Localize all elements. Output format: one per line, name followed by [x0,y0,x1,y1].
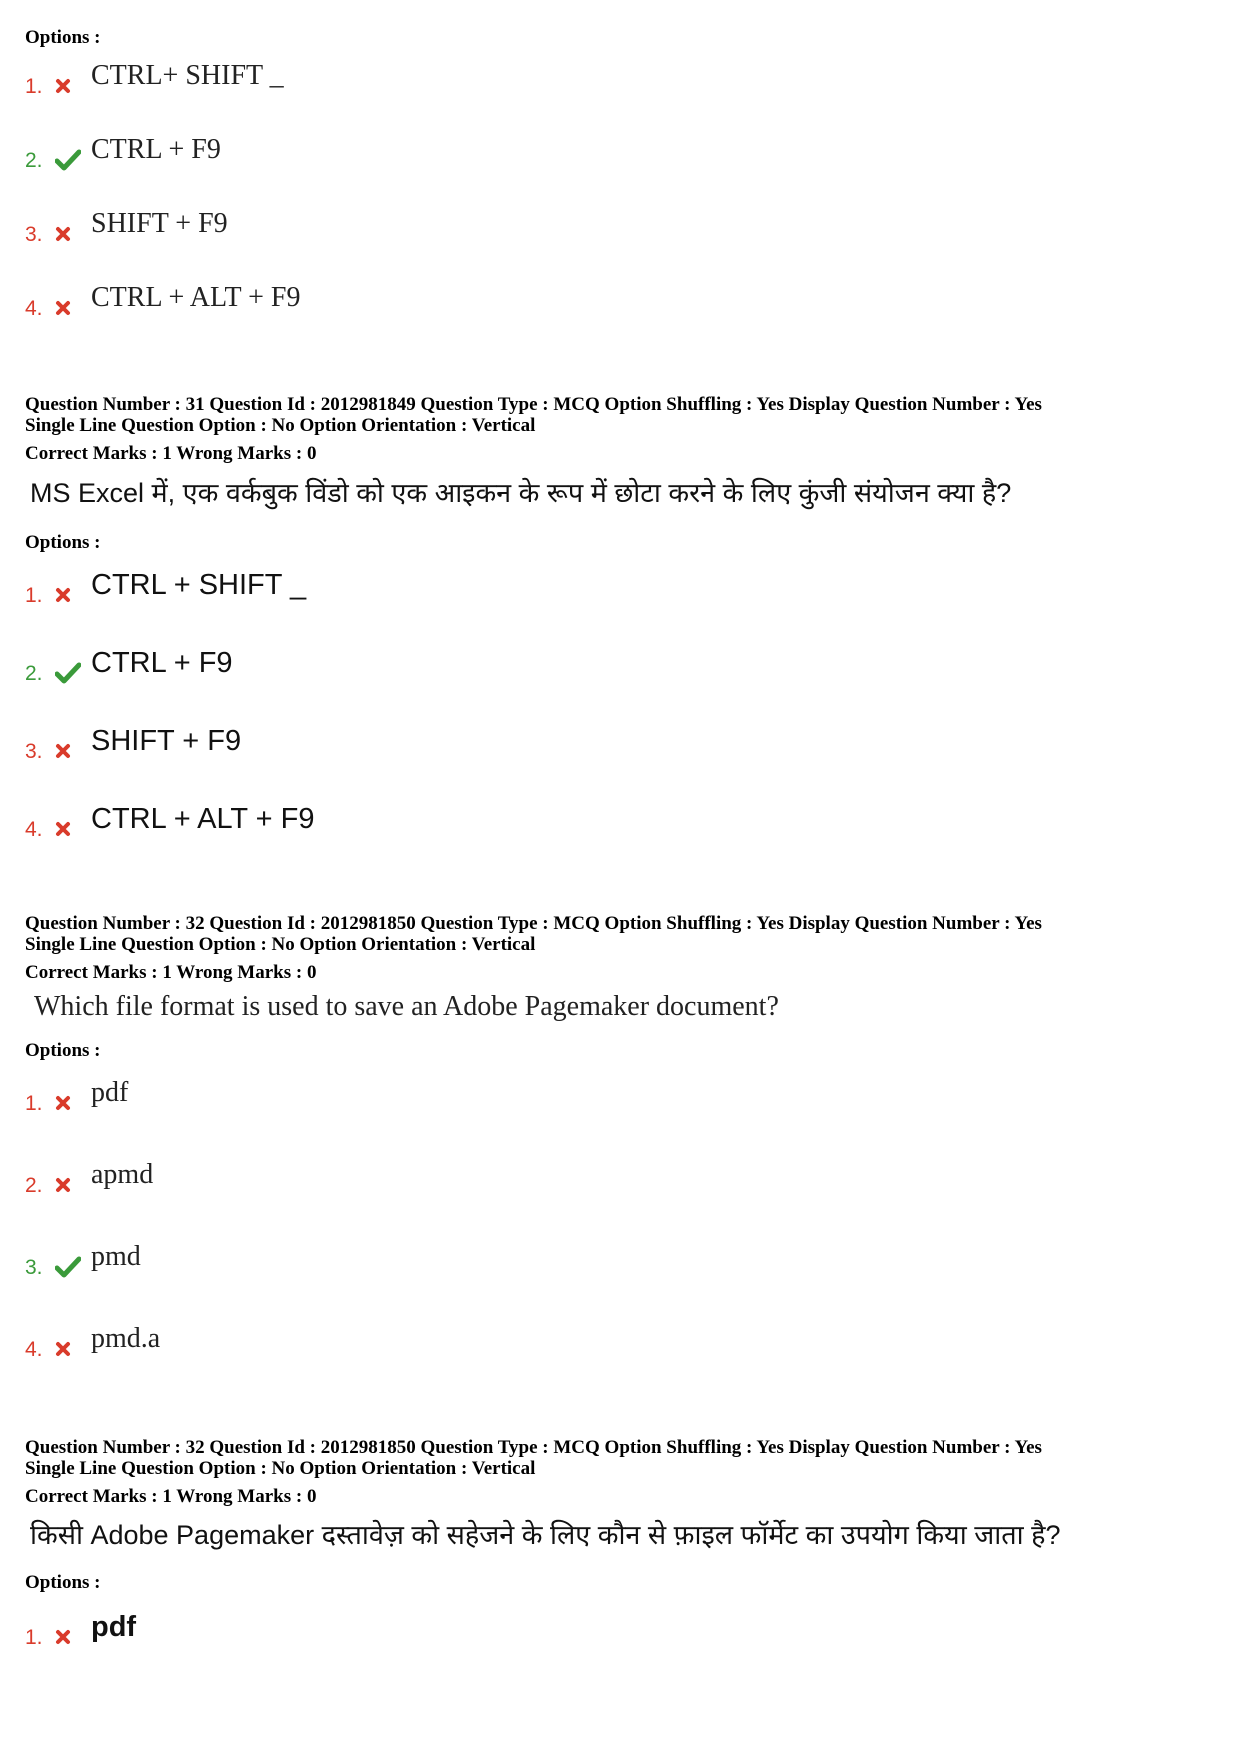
option-text: CTRL + F9 [91,647,233,679]
options-list [25,45,300,323]
option-text: pdf [91,1611,137,1643]
cross-icon [51,814,91,844]
option-text: apmd [91,1159,154,1190]
question-text: किसी Adobe Pagemaker दस्तावेज़ को सहेजने के लिए कौन से फ़ाइल फॉर्मेट का उपयोग किया जाता है? [30,1520,1061,1550]
option-row [25,766,315,844]
option-number: 3. [25,1256,43,1279]
option-text: CTRL + F9 [91,134,221,165]
option-number: 2. [25,149,43,172]
check-icon [51,658,91,688]
option-row [25,1282,160,1364]
option-text: SHIFT + F9 [91,208,228,239]
option-number: 4. [25,297,43,320]
question-text: MS Excel में, एक वर्कबुक विंडो को एक आइकन के रूप में छोटा करने के लिए कुंजी संयोजन क्या है? [30,478,1012,508]
options-list [25,1596,136,1652]
option-text: pdf [91,1077,129,1108]
option-text: CTRL + ALT + F9 [91,282,301,313]
option-row [25,1200,160,1282]
option-row [25,556,315,610]
options-label: Options : [25,1040,101,1061]
question-marks: Correct Marks : 1 Wrong Marks : 0 [25,962,317,983]
option-number: 1. [25,75,43,98]
question-text: Which file format is used to save an Adobe Pagemaker document? [34,991,779,1022]
question-marks: Correct Marks : 1 Wrong Marks : 0 [25,443,317,464]
question-meta-line1: Question Number : 32 Question Id : 2012981850 Question Type : MCQ Option Shuffling : Yes Display Question Number : Yes [25,913,1042,934]
question-meta-line2: Single Line Question Option : No Option Orientation : Vertical [25,415,536,436]
option-text: SHIFT + F9 [91,725,242,757]
option-row [25,249,300,323]
options-label: Options : [25,27,101,48]
question-marks: Correct Marks : 1 Wrong Marks : 0 [25,1486,317,1507]
question-meta-line2: Single Line Question Option : No Option Orientation : Vertical [25,1458,536,1479]
options-label: Options : [25,532,101,553]
option-number: 2. [25,662,43,685]
options-list [25,1062,160,1364]
option-row [25,1596,136,1652]
options-label: Options : [25,1572,101,1593]
option-row [25,101,300,175]
cross-icon [51,580,91,610]
option-number: 2. [25,1174,43,1197]
option-number: 4. [25,818,43,841]
option-row [25,45,300,101]
option-number: 3. [25,740,43,763]
option-row [25,1062,160,1118]
question-meta-line1: Question Number : 32 Question Id : 2012981850 Question Type : MCQ Option Shuffling : Yes Display Question Number : Yes [25,1437,1042,1458]
cross-icon [51,293,91,323]
cross-icon [51,71,91,101]
question-meta-line2: Single Line Question Option : No Option Orientation : Vertical [25,934,536,955]
option-text: CTRL+ SHIFT _ [91,60,284,91]
cross-icon [51,1334,91,1364]
cross-icon [51,736,91,766]
option-number: 3. [25,223,43,246]
option-row [25,1118,160,1200]
option-number: 1. [25,1626,43,1649]
option-text: CTRL + SHIFT _ [91,569,307,601]
cross-icon [51,1170,91,1200]
option-text: CTRL + ALT + F9 [91,803,315,835]
option-row [25,610,315,688]
cross-icon [51,1088,91,1118]
option-number: 1. [25,584,43,607]
cross-icon [51,1622,91,1652]
option-text: pmd [91,1241,141,1272]
option-text: pmd.a [91,1323,161,1354]
cross-icon [51,219,91,249]
option-row [25,175,300,249]
check-icon [51,145,91,175]
check-icon [51,1252,91,1282]
option-number: 4. [25,1338,43,1361]
option-number: 1. [25,1092,43,1115]
options-list [25,556,315,844]
question-meta-line1: Question Number : 31 Question Id : 2012981849 Question Type : MCQ Option Shuffling : Yes Display Question Number : Yes [25,394,1042,415]
option-row [25,688,315,766]
